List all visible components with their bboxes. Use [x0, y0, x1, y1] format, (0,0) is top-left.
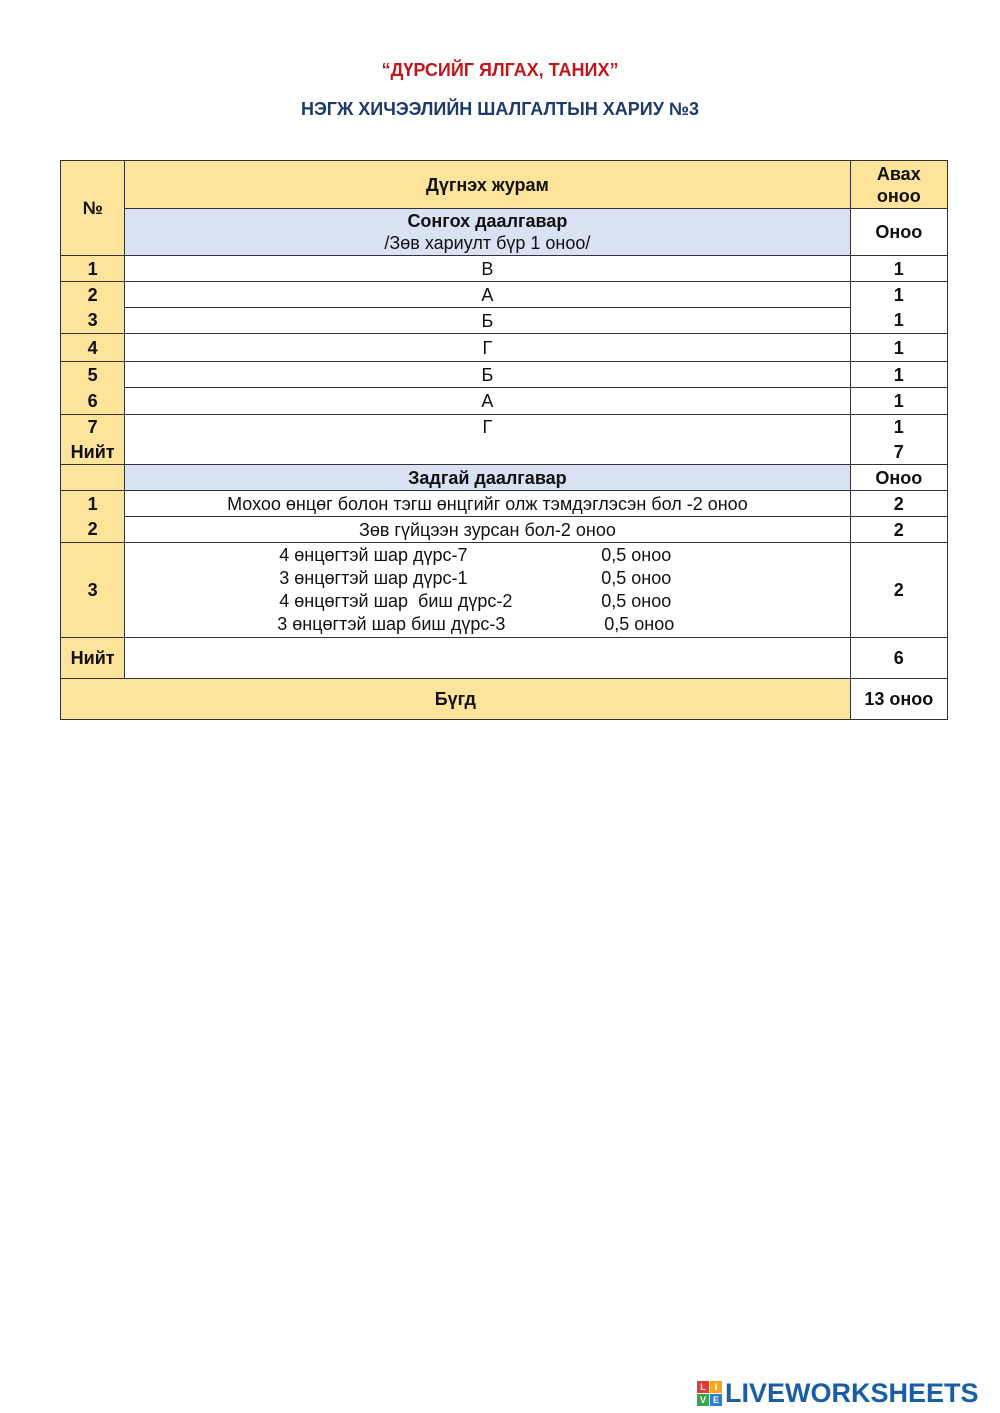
header-score: Авах оноо — [850, 161, 947, 209]
section1-title: Сонгох даалгавар — [407, 211, 568, 231]
logo-mark-letter: V — [697, 1394, 709, 1406]
section1-total-blank — [125, 440, 850, 465]
row-criteria: Мохоо өнцөг болон тэгш өнцгийг олж тэмдэглэсэн бол -2 оноо — [125, 491, 850, 517]
row-score: 1 — [850, 362, 947, 388]
section2-total-blank — [125, 638, 850, 679]
criteria-desc: 4 өнцөгтэй шар дүрс-7 — [279, 545, 468, 565]
row-number: 5 — [61, 362, 125, 388]
table-row — [61, 282, 948, 308]
row-score: 1 — [850, 388, 947, 415]
section2-number-blank — [61, 465, 125, 491]
section2-total-row — [61, 638, 948, 679]
document-title: “ДҮРСИЙГ ЯЛГАХ, ТАНИХ” — [381, 60, 619, 80]
table-row — [61, 334, 948, 362]
table-row — [61, 491, 948, 517]
table-row — [61, 543, 948, 638]
criteria-desc: 3 өнцөгтэй шар дүрс-1 — [279, 568, 468, 588]
section1-total-score: 7 — [850, 440, 947, 465]
liveworksheets-logo — [697, 1376, 979, 1410]
section1-total-row — [61, 440, 948, 465]
row-score: 1 — [850, 334, 947, 362]
section1-header — [125, 209, 850, 256]
criteria-points: 0,5 оноо — [599, 614, 675, 634]
row-score: 1 — [850, 415, 947, 440]
section1-total-label: Нийт — [61, 440, 125, 465]
criteria-line — [129, 590, 845, 613]
row-criteria-list — [125, 543, 850, 638]
table-row — [61, 308, 948, 334]
header-number: № — [61, 161, 125, 256]
document-subtitle: НЭГЖ ХИЧЭЭЛИЙН ШАЛГАЛТЫН ХАРИУ №3 — [301, 99, 699, 119]
criteria-points: 0,5 оноо — [601, 545, 672, 565]
table-row — [61, 415, 948, 440]
row-number: 2 — [61, 517, 125, 543]
row-number: 3 — [61, 543, 125, 638]
row-score: 2 — [850, 491, 947, 517]
section2-total-label: Нийт — [61, 638, 125, 679]
row-answer: Б — [125, 362, 850, 388]
row-number: 7 — [61, 415, 125, 440]
row-answer: Б — [125, 308, 850, 334]
row-number: 4 — [61, 334, 125, 362]
row-answer: А — [125, 388, 850, 415]
row-number: 3 — [61, 308, 125, 334]
row-score: 1 — [850, 256, 947, 282]
row-number: 6 — [61, 388, 125, 415]
row-answer: Г — [125, 415, 850, 440]
row-score: 2 — [850, 543, 947, 638]
logo-mark-letter: I — [710, 1381, 722, 1393]
table-row — [61, 517, 948, 543]
row-number: 1 — [61, 491, 125, 517]
criteria-points: 0,5 оноо — [601, 568, 672, 588]
row-score: 2 — [850, 517, 947, 543]
logo-mark-letter: E — [710, 1394, 722, 1406]
row-answer: В — [125, 256, 850, 282]
criteria-line — [129, 613, 845, 636]
row-criteria: Зөв гүйцээн зурсан бол-2 оноо — [125, 517, 850, 543]
grand-total-score: 13 оноо — [850, 679, 947, 720]
criteria-line — [129, 567, 845, 590]
grand-total-row — [61, 679, 948, 720]
section2-total-score: 6 — [850, 638, 947, 679]
row-number: 1 — [61, 256, 125, 282]
section2-score-header: Оноо — [850, 465, 947, 491]
row-number: 2 — [61, 282, 125, 308]
table-row — [61, 388, 948, 415]
table-row — [61, 256, 948, 282]
row-score: 1 — [850, 282, 947, 308]
header-criteria: Дүгнэх журам — [125, 161, 850, 209]
grand-total-label: Бүгд — [61, 679, 851, 720]
answer-key-table — [60, 160, 948, 720]
criteria-desc: 3 өнцөгтэй шар биш дүрс-3 — [277, 614, 506, 634]
section2-title: Задгай даалгавар — [125, 465, 850, 491]
criteria-line — [129, 544, 845, 567]
logo-mark-icon — [697, 1381, 722, 1406]
section1-score-header: Оноо — [850, 209, 947, 256]
row-score: 1 — [850, 308, 947, 334]
row-answer: Г — [125, 334, 850, 362]
logo-mark-letter: L — [697, 1381, 709, 1393]
criteria-desc: 4 өнцөгтэй шар биш дүрс-2 — [279, 591, 513, 611]
section1-note: /Зөв хариулт бүр 1 оноо/ — [384, 233, 591, 253]
table-row — [61, 362, 948, 388]
row-answer: А — [125, 282, 850, 308]
criteria-points: 0,5 оноо — [601, 591, 672, 611]
logo-text: LIVEWORKSHEETS — [725, 1377, 979, 1408]
